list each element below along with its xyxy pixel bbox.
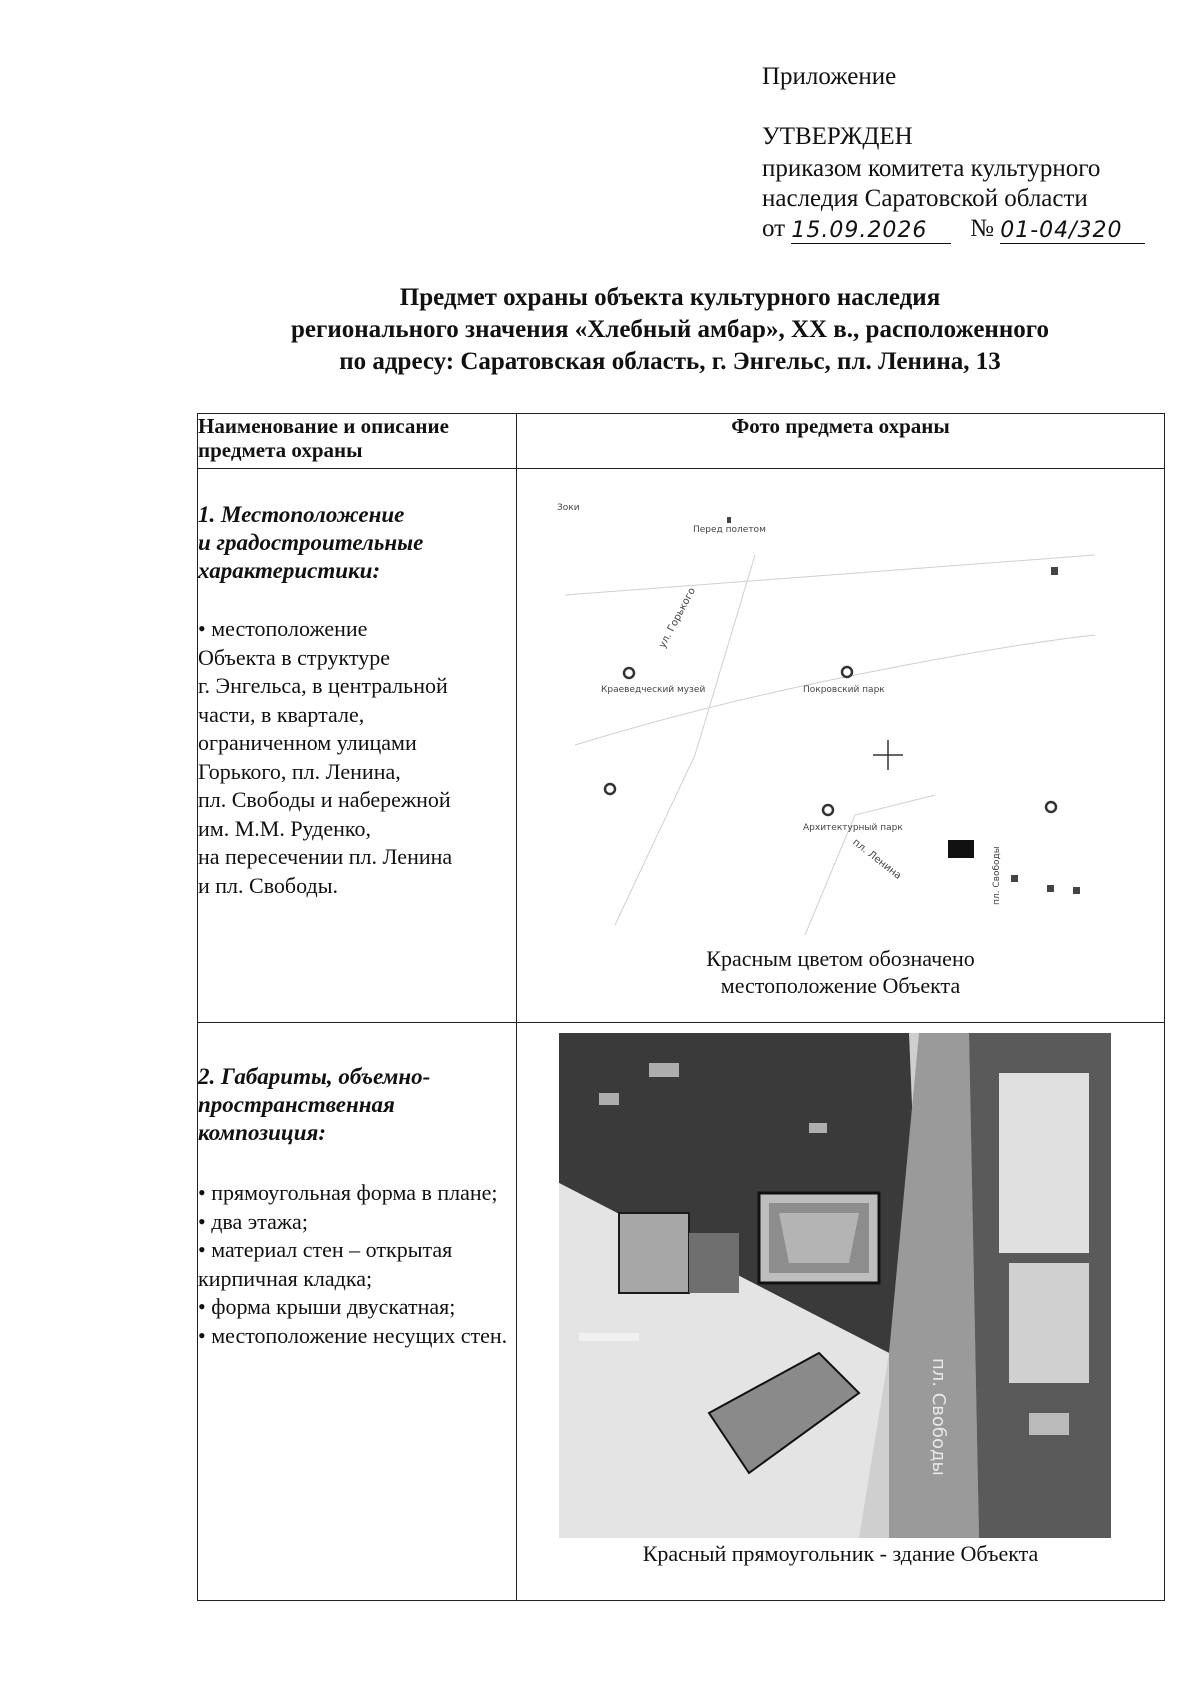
location-map — [555, 495, 1115, 945]
location-section-title — [198, 501, 516, 585]
bullet-line: на пересечении пл. Ленина — [198, 844, 453, 869]
title-line: пространственная — [198, 1092, 395, 1117]
protection-subject-table — [197, 413, 1165, 1601]
bullet-line: Горького, пл. Ленина, — [198, 758, 401, 784]
approved-label: УТВЕРЖДЕН — [762, 123, 913, 150]
title-line: характеристики: — [198, 558, 381, 583]
dimensions-photo-cell — [517, 1023, 1165, 1601]
bullet-line: ограниченном улицами — [198, 730, 417, 755]
map-label: пл. Ленина — [850, 837, 904, 882]
map-graphic — [555, 495, 1115, 945]
number-label: № — [970, 215, 994, 242]
title-line: и градостроительные — [198, 530, 424, 555]
dimensions-description-cell — [198, 1023, 517, 1601]
dimensions-bullets — [198, 1179, 516, 1350]
bullet-line: Объекта в структуре — [198, 644, 390, 670]
column-header-photo: Фото предмета охраны — [517, 414, 1165, 469]
order-line-1: приказом комитета культурного — [762, 155, 1101, 182]
bullet-line: им. М.М. Руденко, — [198, 815, 371, 841]
bullet-line: пл. Свободы и набережной — [198, 787, 451, 812]
location-description-cell — [198, 469, 517, 1023]
column-header-description: Наименование и описание предмета охраны — [198, 414, 517, 469]
approval-block — [762, 62, 1182, 244]
map-label: пл. Свободы — [992, 846, 1002, 905]
map-label: Зоки — [557, 503, 580, 513]
bullet-line: и пл. Свободы. — [198, 872, 338, 898]
title-line: 1. Местоположение — [198, 502, 405, 527]
photo-street-label: пл. Свободы — [928, 1358, 949, 1476]
map-label: ул. Горького — [657, 586, 699, 651]
map-label: Перед полетом — [693, 525, 766, 535]
title-line-2: регионального значения «Хлебный амбар», XX в., расположенного — [291, 316, 1049, 343]
document-title — [150, 282, 1190, 378]
title-line-1: Предмет охраны объекта культурного наследия — [399, 284, 941, 311]
bullet-line: части, в квартале, — [198, 701, 365, 727]
order-date-number — [762, 214, 1182, 244]
order-line-2: наследия Саратовской области — [762, 185, 1088, 212]
table-header-row — [198, 414, 1165, 469]
bullet-line: • местоположение — [198, 615, 516, 644]
map-label: Краеведческий музей — [601, 685, 706, 695]
aerial-photo-graphic — [559, 1033, 1111, 1538]
table-row — [198, 469, 1165, 1023]
location-photo-cell — [517, 469, 1165, 1023]
bullet-item: • материал стен – открытая кирпичная кладка; — [198, 1236, 516, 1293]
title-line-3: по адресу: Саратовская область, г. Энгельс, пл. Ленина, 13 — [339, 348, 1001, 375]
title-line: композиция: — [198, 1120, 327, 1145]
order-date: 15.09.2026 — [791, 218, 928, 243]
location-bullets — [198, 615, 516, 900]
table-row — [198, 1023, 1165, 1601]
aerial-photo — [559, 1033, 1111, 1538]
building-caption: Красный прямоугольник - здание Объекта — [642, 1541, 1039, 1566]
dimensions-section-title — [198, 1063, 516, 1147]
location-caption — [517, 945, 1164, 999]
title-line: 2. Габариты, объемно- — [198, 1064, 431, 1089]
appendix-label: Приложение — [762, 63, 897, 90]
bullet-item: • форма крыши двускатная; — [198, 1293, 516, 1322]
bullet-item: • местоположение несущих стен. — [198, 1322, 516, 1351]
from-label: от — [762, 215, 786, 242]
object-location-marker — [948, 840, 974, 858]
map-label: Архитектурный парк — [803, 823, 903, 833]
caption-line: местоположение Объекта — [720, 973, 961, 998]
bullet-item: • прямоугольная форма в плане; — [198, 1179, 516, 1208]
order-number: 01-04/320 — [1000, 218, 1123, 243]
bullet-line: г. Энгельса, в центральной — [198, 673, 448, 698]
bullet-item: • два этажа; — [198, 1208, 516, 1237]
map-label: Покровский парк — [803, 685, 885, 695]
caption-line: Красным цветом обозначено — [706, 946, 975, 971]
